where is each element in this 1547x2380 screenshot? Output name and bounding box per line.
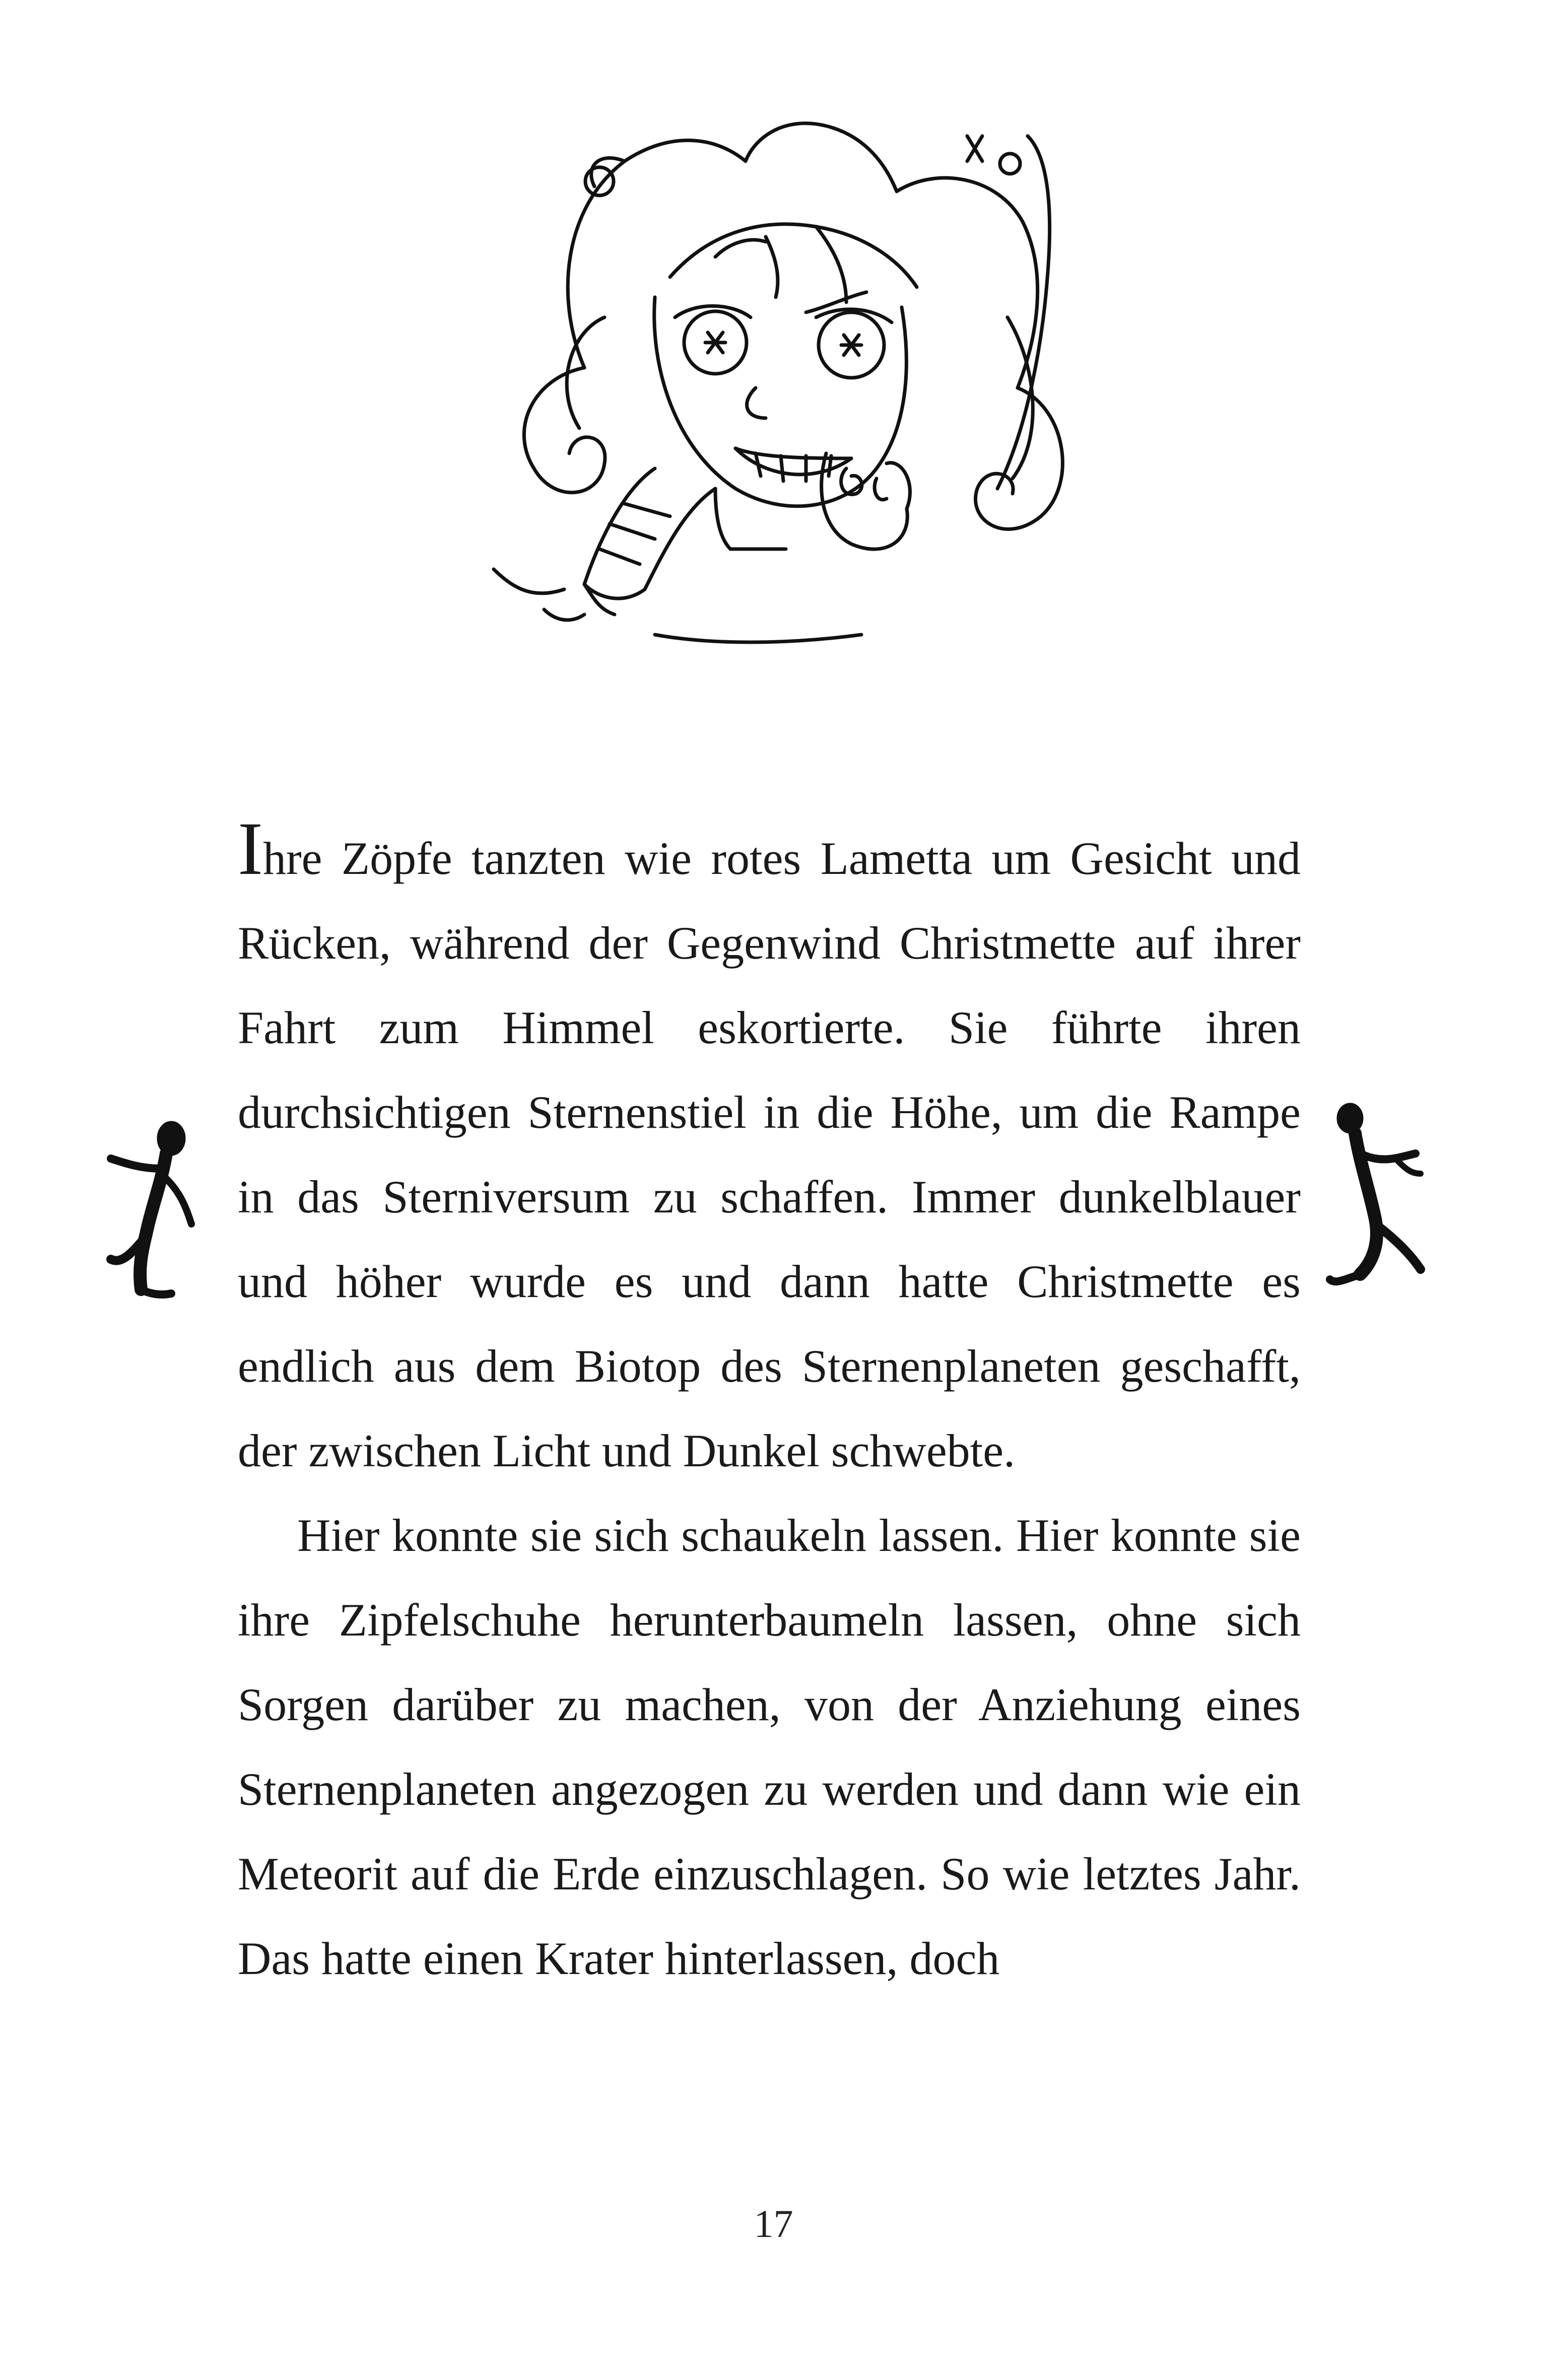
- running-figure-icon: [91, 1108, 207, 1310]
- paragraph-1: [238, 807, 1301, 1493]
- girl-sketch-illustration: [433, 106, 1149, 776]
- drop-letter: I: [238, 807, 263, 891]
- page-number: 17: [754, 2202, 793, 2246]
- story-text: [238, 807, 1301, 2001]
- walking-figure-icon: [1320, 1098, 1436, 1300]
- paragraph-1-text: hre Zöpfe tanzten wie rotes Lametta um Gesicht und Rücken, während der Gegenwind Christmette auf ihrer Fahrt zum Himmel eskortierte. Sie führte ihren durchsichtigen Sternenstiel in die Höhe, um die Rampe in das Sterniversum zu schaffen. Immer dunkelblauer und höher wurde es und dann hatte Christmette es endlich aus dem Biotop des Sternenplaneten geschafft, der zwischen Licht und Dunkel schwebte.: [238, 833, 1301, 1476]
- paragraph-2: Hier konnte sie sich schaukeln lassen. Hier konnte sie ihre Zipfelschuhe herunterbaumeln lassen, ohne sich Sorgen darüber zu machen, von der Anziehung eines Sternenplaneten angezogen zu werden und dann wie ein Meteorit auf die Erde einzuschlagen. So wie letztes Jahr. Das hatte einen Krater hinterlassen, doch: [238, 1510, 1301, 1984]
